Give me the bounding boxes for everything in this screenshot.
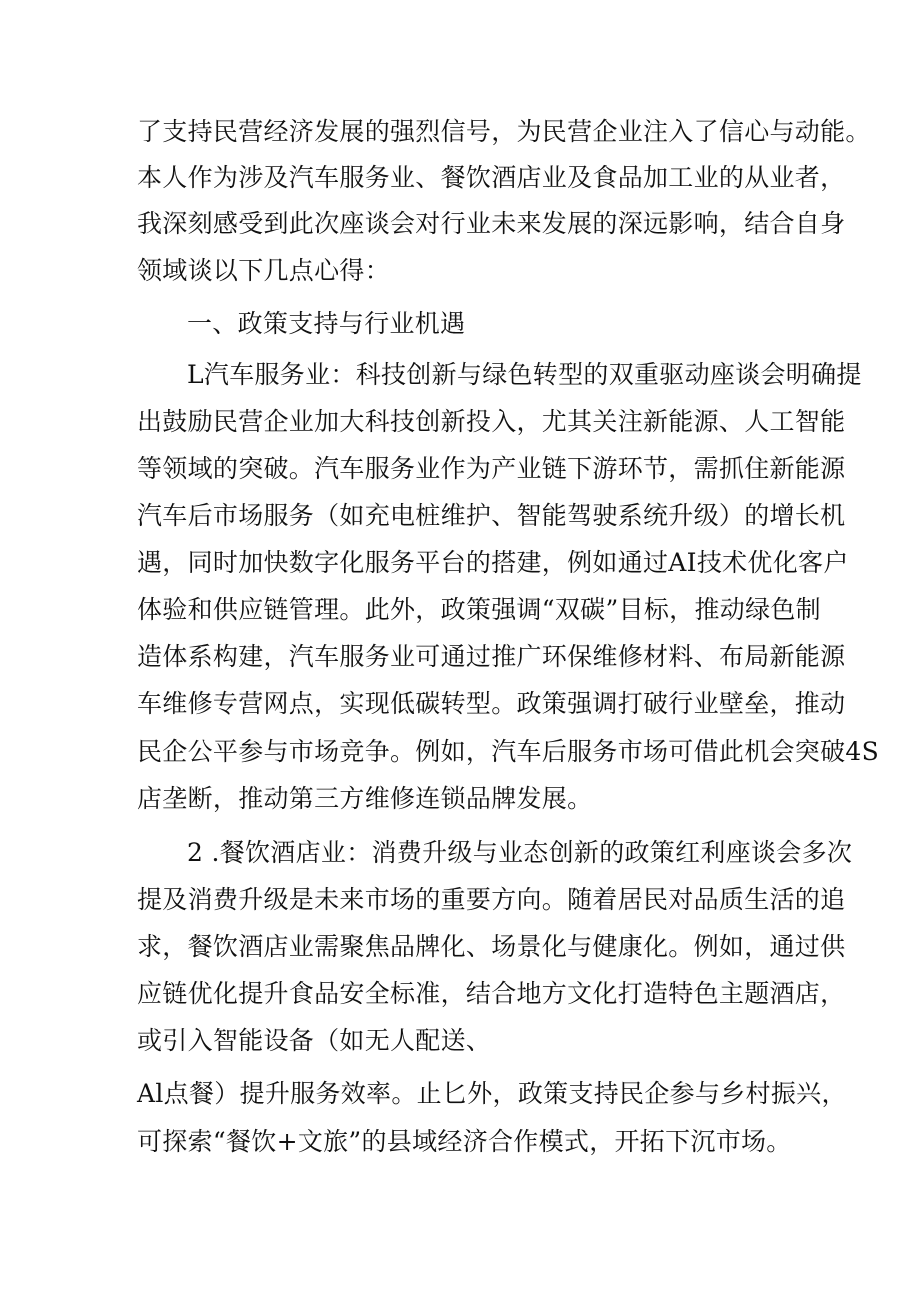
text-line: 领域谈以下几点心得：	[137, 256, 391, 285]
text-line: 本人作为涉及汽车服务业、餐饮酒店业及食品加工业的从业者，	[137, 163, 846, 192]
text-line: 汽车后市场服务（如充电桩维护、智能驾驶系统升级）的增长机	[137, 501, 846, 530]
section-heading: 一、政策支持与行业机遇	[187, 309, 466, 338]
text-line: 我深刻感受到此次座谈会对行业未来发展的深远影响，结合自身	[137, 209, 846, 238]
text-line: 造体系构建，汽车服务业可通过推广环保维修材料、布局新能源	[137, 642, 846, 671]
text-line: Al点餐）提升服务效率。止匕外，政策支持民企参与乡村振兴，	[137, 1079, 847, 1108]
text-line: 2 .餐饮酒店业：消费升级与业态创新的政策红利座谈会多次	[187, 838, 853, 867]
text-line: 店垄断，推动第三方维修连锁品牌发展。	[137, 784, 593, 813]
text-line: 出鼓励民营企业加大科技创新投入，尤其关注新能源、人工智能	[137, 407, 846, 436]
text-line: 等领域的突破。汽车服务业作为产业链下游环节，需抓住新能源	[137, 454, 846, 483]
text-line: 应链优化提升食品安全标准，结合地方文化打造特色主题酒店，	[137, 979, 846, 1008]
text-line: 可探索“餐饮+文旅”的县域经济合作模式，开拓下沉市场。	[137, 1127, 792, 1156]
text-line: 求，餐饮酒店业需聚焦品牌化、场景化与健康化。例如，通过供	[137, 932, 846, 961]
text-line: 提及消费升级是未来市场的重要方向。随着居民对品质生活的追	[137, 885, 846, 914]
text-line: 民企公平参与市场竞争。例如，汽车后服务市场可借此机会突破4S	[137, 737, 880, 766]
text-line: 车维修专营网点，实现低碳转型。政策强调打破行业壁垒，推动	[137, 689, 846, 718]
text-line: L汽车服务业：科技创新与绿色转型的双重驱动座谈会明确提	[187, 360, 862, 389]
text-line: 或引入智能设备（如无人配送、	[137, 1026, 492, 1055]
text-line: 遇，同时加快数字化服务平台的搭建，例如通过AI技术优化客户	[137, 548, 849, 577]
text-line: 了支持民营经济发展的强烈信号，为民营企业注入了信心与动能。	[137, 117, 871, 146]
text-line: 体验和供应链管理。此外，政策强调“双碳”目标，推动绿色制	[137, 595, 821, 624]
